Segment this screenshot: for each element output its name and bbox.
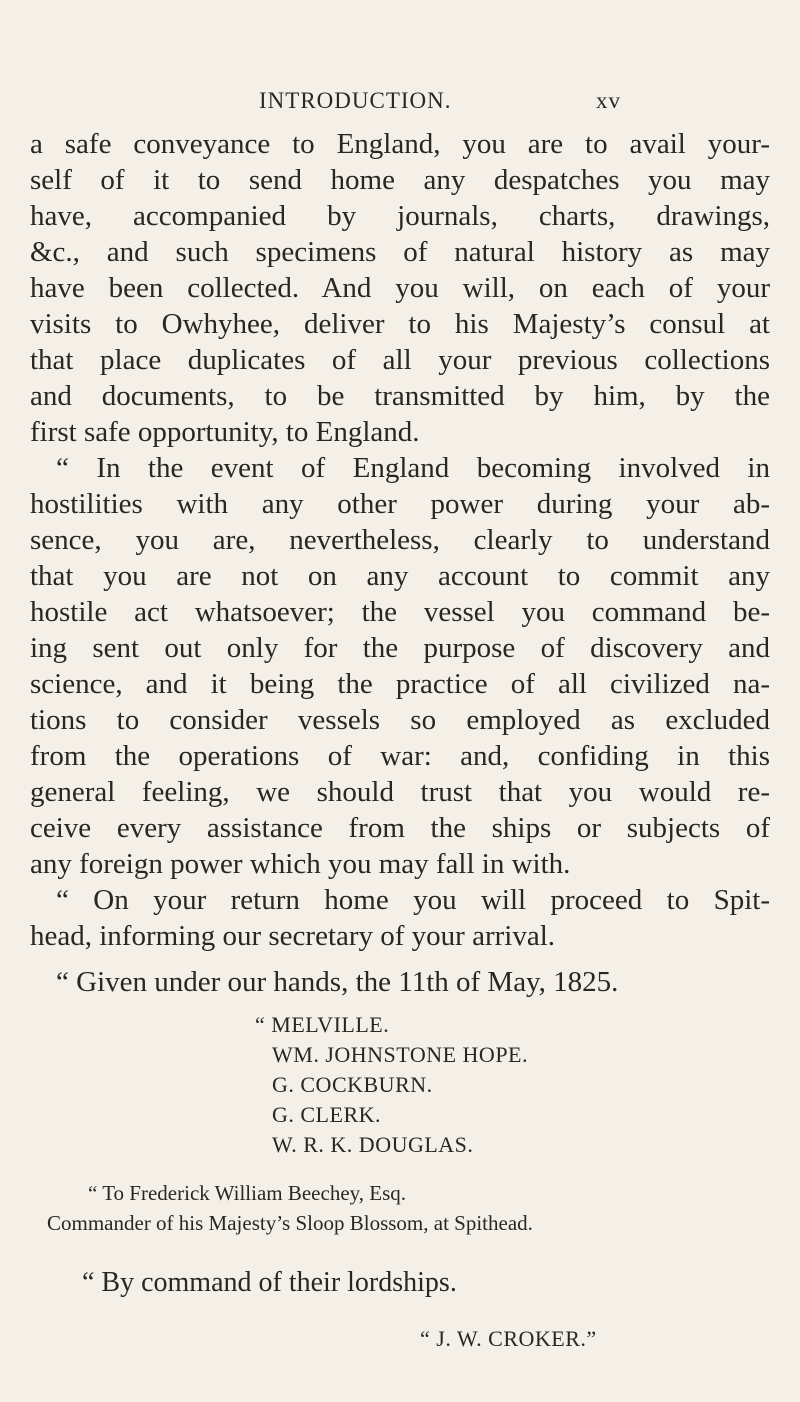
text-line: “ In the event of England becoming involved in <box>56 452 770 484</box>
text-line: ceive every assistance from the ships or subjects of <box>30 812 770 844</box>
signatory: G. CLERK. <box>272 1102 381 1127</box>
address-line: “ To Frederick William Beechey, Esq. <box>88 1181 407 1205</box>
text-line: hostile act whatsoever; the vessel you command be- <box>30 596 770 628</box>
text-line: science, and it being the practice of all civilized na- <box>30 668 770 700</box>
signatory: WM. JOHNSTONE HOPE. <box>272 1042 528 1067</box>
text-line: any foreign power which you may fall in with. <box>30 848 571 880</box>
text-line: that you are not on any account to commit any <box>30 560 770 592</box>
text-line: have been collected. And you will, on each of your <box>30 272 770 304</box>
text-line: &c., and such specimens of natural history as may <box>30 236 770 268</box>
address-line: Commander of his Majesty’s Sloop Blossom, at Spithead. <box>47 1211 533 1235</box>
signatory: W. R. K. DOUGLAS. <box>272 1132 474 1157</box>
text-line: head, informing our secretary of your arrival. <box>30 920 556 952</box>
text-line: visits to Owhyhee, deliver to his Majesty’s consul at <box>30 308 770 340</box>
signatory: “ MELVILLE. <box>255 1012 390 1037</box>
text-line: from the operations of war: and, confiding in this <box>30 740 770 772</box>
text-line: “ On your return home you will proceed to Spit- <box>56 884 770 916</box>
text-line: first safe opportunity, to England. <box>30 416 420 448</box>
running-header <box>0 88 800 118</box>
text-line: a safe conveyance to England, you are to avail your- <box>30 128 770 160</box>
text-line: hostilities with any other power during your ab- <box>30 488 770 520</box>
text-line: that place duplicates of all your previous collections <box>30 344 770 376</box>
final-signature: “ J. W. CROKER.” <box>420 1326 597 1351</box>
text-line: have, accompanied by journals, charts, drawings, <box>30 200 770 232</box>
text-line: general feeling, we should trust that you would re- <box>30 776 770 808</box>
page-number: xv <box>596 88 621 113</box>
text-line: and documents, to be transmitted by him, by the <box>30 380 770 412</box>
running-title: INTRODUCTION. <box>259 88 452 113</box>
text-line: sence, you are, nevertheless, clearly to understand <box>30 524 770 556</box>
command-line: “ By command of their lordships. <box>82 1267 457 1298</box>
text-line: tions to consider vessels so employed as excluded <box>30 704 770 736</box>
signatory: G. COCKBURN. <box>272 1072 433 1097</box>
text-line: “ Given under our hands, the 11th of May, 1825. <box>56 966 619 998</box>
text-line: ing sent out only for the purpose of discovery and <box>30 632 770 664</box>
text-line: self of it to send home any despatches you may <box>30 164 770 196</box>
